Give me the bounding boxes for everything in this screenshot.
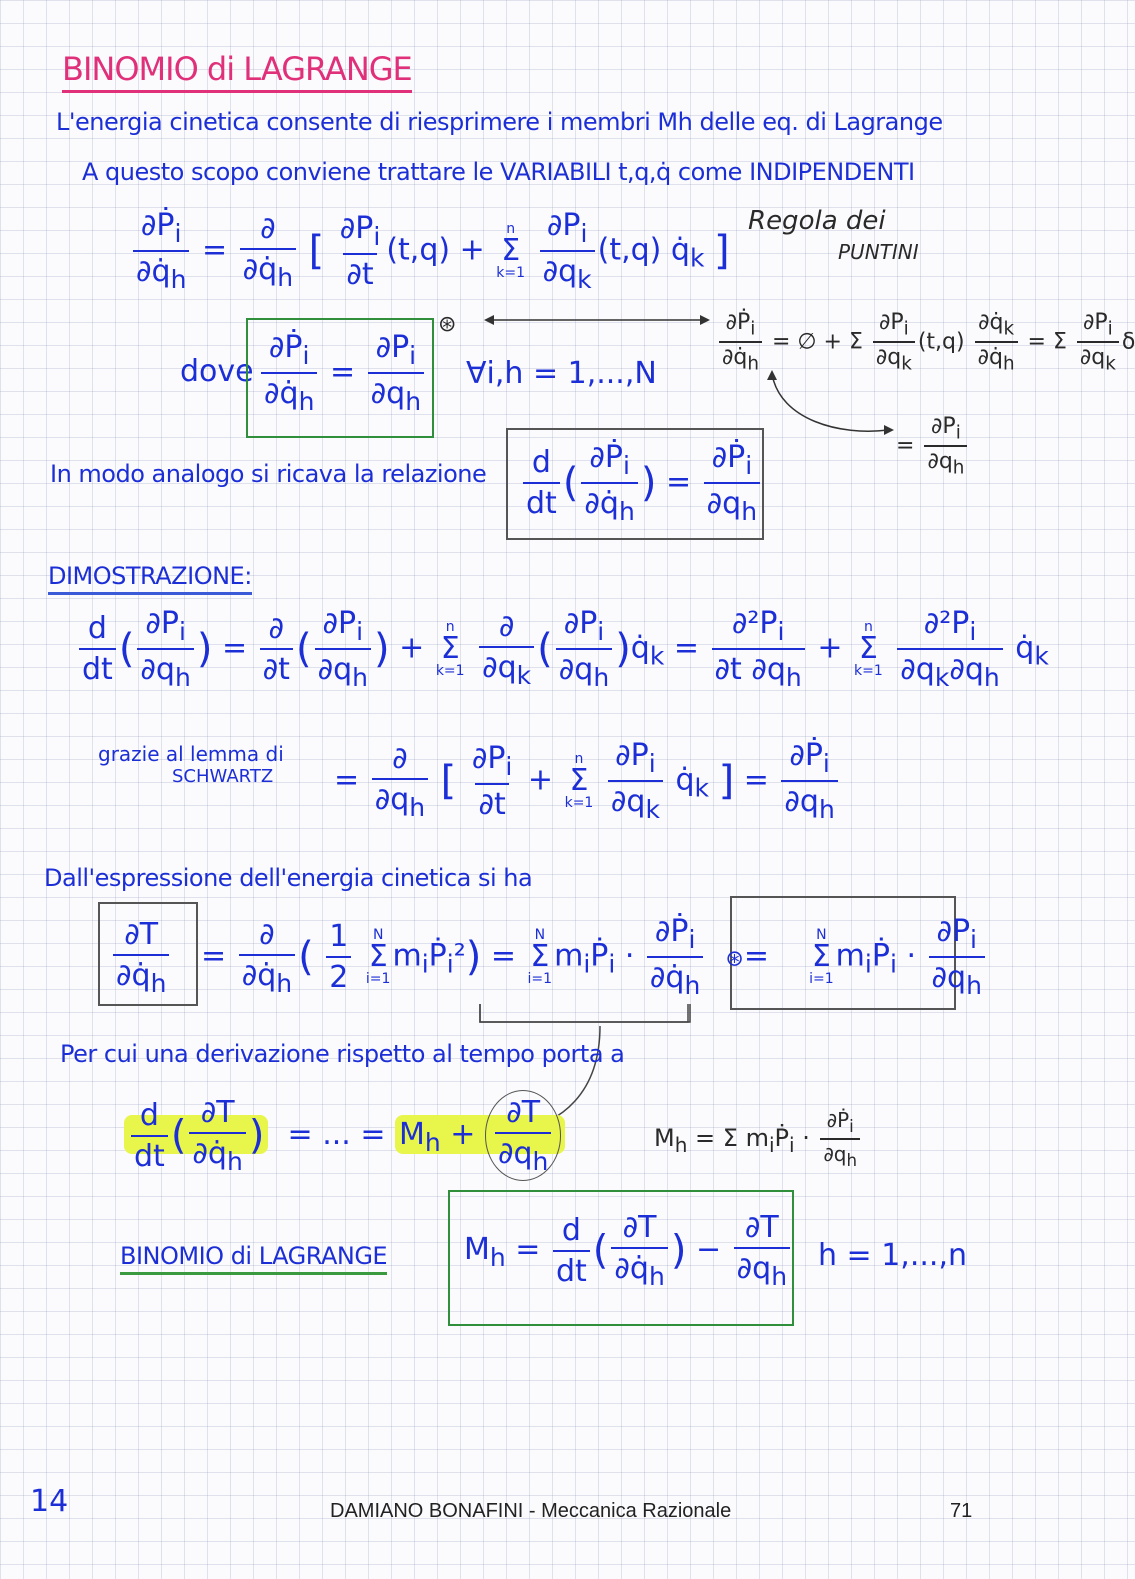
equation-analog: $\frac{d}{dt}$ ( $\frac{\partial Ṗ_i}{\partial q̇_h}$ ) = $\frac{\partial Ṗ_i}{\partial q_h}$ xyxy=(520,440,763,526)
intro-line-1: L'energia cinetica consente di riesprimere i membri Mh delle eq. di Lagrange xyxy=(56,108,943,136)
equation-dots-rule: $\frac{\partial Ṗ_i}{\partial q̇_h}$ = $\frac{\partial P_i}{\partial q_h}$ xyxy=(258,330,427,416)
derivative-line: Per cui una derivazione rispetto al tempo porta a xyxy=(60,1040,625,1068)
footer-page-number: 71 xyxy=(950,1500,973,1522)
footer-author: DAMIANO BONAFINI - Meccanica Razionale xyxy=(330,1500,732,1522)
for-all-label: ∀i,h = 1,...,N xyxy=(466,356,657,391)
schwartz-note-1: grazie al lemma di xyxy=(98,742,284,766)
section-dimostrazione: DIMOSTRAZIONE: xyxy=(48,562,252,595)
equation-kinetic: $\frac{\partial T}{\partial q̇_h}$ = $\frac{\partial}{\partial q̇_h}$ ( $\frac{1}{2}$ N Σ i=1 $m_iṖ_i^2$) = N Σ i=1 $m_iṖ_i$ · $\frac{\partial Ṗ_i}{\partial q̇_h}$ ⊛= N Σ i=1 $m_iṖ_i$ · $\frac{\partial P_i}{\partial q_h}$ xyxy=(110,914,988,1000)
intro-line-2: A questo scopo conviene trattare le VARIABILI t,q,q̇ come INDIPENDENTI xyxy=(82,158,915,186)
schwartz-note-2: SCHWARTZ xyxy=(172,766,274,787)
mh-definition: $M_h = \Sigma$ $m_iṖ_i$ · $\frac{\partial Ṗ_i}{\partial q_h}$ xyxy=(654,1108,863,1170)
page-title: BINOMIO di LAGRANGE xyxy=(62,50,412,93)
double-arrow-icon xyxy=(484,310,710,330)
side-note-line-1: Regola dei xyxy=(748,206,886,236)
page-number-handwritten: 14 xyxy=(30,1484,69,1519)
side-derivation-result: = $\frac{\partial P_i}{\partial q_h}$ xyxy=(896,414,970,479)
kinetic-line: Dall'espressione dell'energia cinetica si ha xyxy=(44,864,533,892)
equation-proof-2: = $\frac{\partial}{\partial q_h}$ [ $\frac{\partial P_i}{\partial t}$ + n Σ k=1 $\frac{\partial P_i}{\partial q_k}$ $q̇_k$ ] = $\frac{\partial Ṗ_i}{\partial q_h}$ xyxy=(334,738,841,824)
side-note-line-2: PUNTINI xyxy=(838,240,919,264)
dove-label: dove xyxy=(180,354,254,389)
equation-proof-1: $\frac{d}{dt}$ ( $\frac{\partial P_i}{\partial q_h}$ ) = $\frac{\partial}{\partial t}$ ( $\frac{\partial P_i}{\partial q_h}$ ) + n Σ k=1 $\frac{\partial}{\partial q_k}$ ( $\frac{\partial P_i}{\partial q_h}$ )$q̇_k$ = $\frac{\partial^2P_i}{\partial t \partial q_h}$ + n Σ k=1 $\frac{\partial^2P_i}{\partial q_k\partial q_h}$ $q̇_k$ xyxy=(76,606,1049,692)
underbrace xyxy=(478,1004,698,1028)
star-symbol: ⊛ xyxy=(438,312,457,337)
h-range: h = 1,...,n xyxy=(818,1238,968,1273)
equation-binomio: $M_h$ = $\frac{d}{dt}$ ( $\frac{\partial T}{\partial q̇_h}$ ) − $\frac{\partial T}{\partial q_h}$ xyxy=(464,1210,793,1291)
analog-line: In modo analogo si ricava la relazione xyxy=(50,460,487,488)
curved-arrow-icon xyxy=(760,370,900,440)
binomio-label: BINOMIO di LAGRANGE xyxy=(120,1242,387,1275)
equation-chain-rule: $\frac{\partial Ṗ_i}{\partial q̇_h}$ = $\frac{\partial}{\partial q̇_h}$ [ $\frac{\partial P_i}{\partial t}$ (t,q) + n Σ k=1 $\frac{\partial P_i}{\partial q_k}$ (t,q) $q̇_k$ ] xyxy=(130,208,730,294)
equation-time-derivative: $\frac{d}{dt}$ ( $\frac{\partial T}{\partial q̇_h}$ ) = ... = $M_h$ + $\frac{\partial T}{\partial q_h}$ xyxy=(124,1090,565,1181)
side-derivation: $\frac{\partial Ṗ_i}{\partial q̇_h}$ = ∅ + Σ $\frac{\partial P_i}{\partial q_k}$ (t,q) $\frac{\partial q̇_k}{\partial q̇_h}$ = Σ $\frac{\partial P_i}{\partial q_k}$ δ xyxy=(716,310,1135,375)
